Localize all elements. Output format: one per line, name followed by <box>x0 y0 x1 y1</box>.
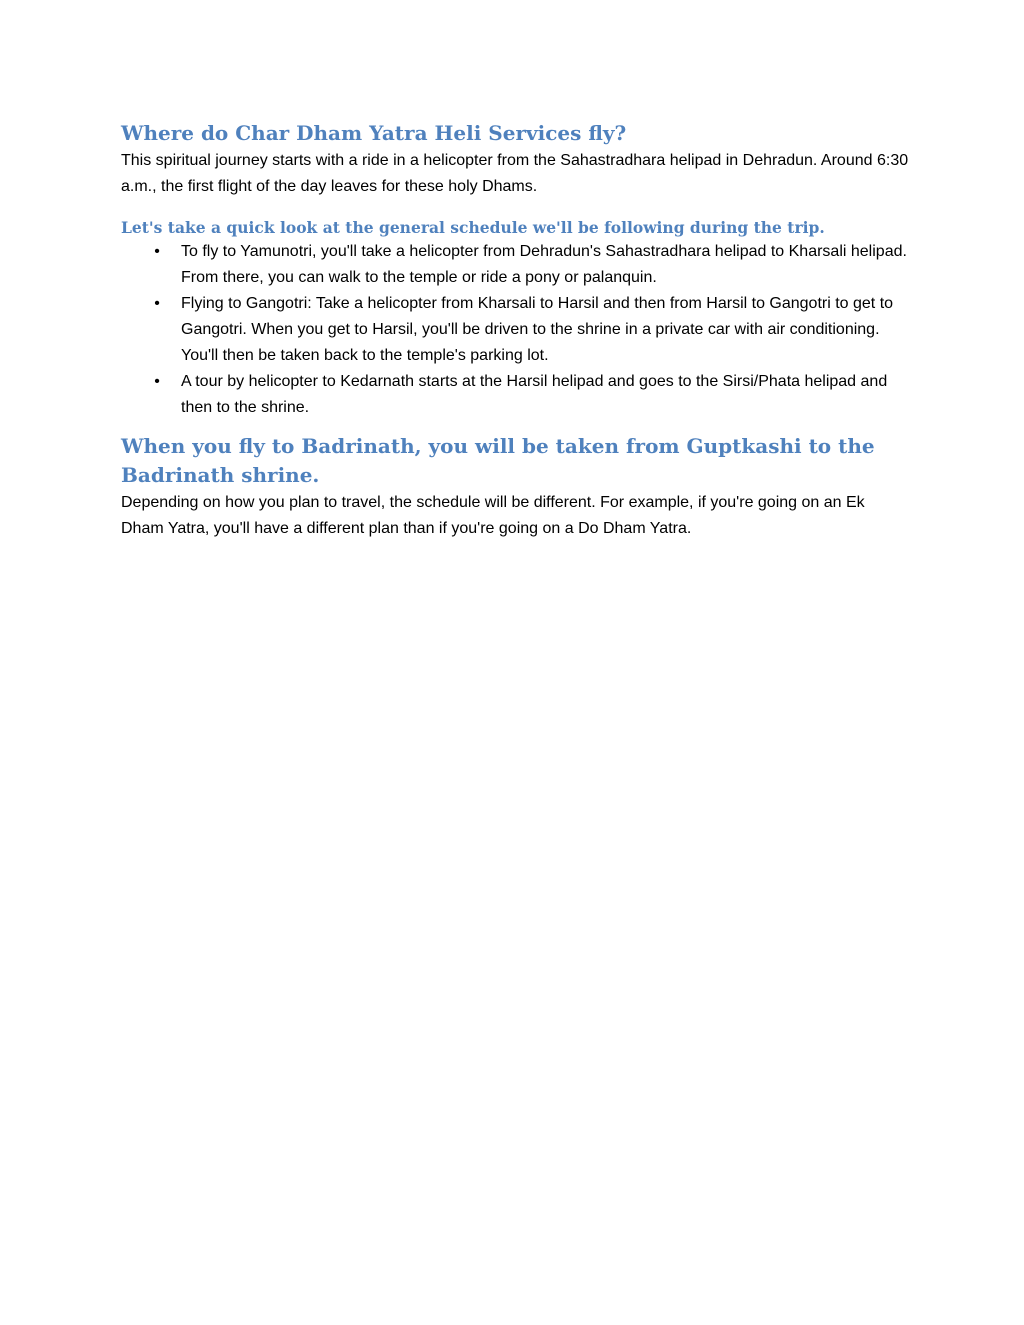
bullet-icon: • <box>154 373 160 390</box>
list-item <box>121 369 911 421</box>
list-item-text: A tour by helicopter to Kedarnath starts at the Harsil helipad and goes to the Sirsi/Phata helipad and then to the shrine. <box>181 373 888 416</box>
list-item-text: To fly to Yamunotri, you'll take a helicopter from Dehradun's Sahastradhara helipad to Kharsali helipad. From there, you can walk to the temple or ride a pony or palanquin. <box>181 243 907 286</box>
schedule-list <box>121 239 911 421</box>
spacer <box>121 421 911 432</box>
list-item-text: Flying to Gangotri: Take a helicopter from Kharsali to Harsil and then from Harsil to Gangotri to get to Gangotri. When you get to Harsil, you'll be driven to the shrine in a private car with air conditioning. You'll then be taken back to the temple's parking lot. <box>181 295 894 364</box>
bullet-icon: • <box>154 295 160 312</box>
list-item <box>121 239 911 291</box>
document-page <box>121 118 911 542</box>
section-heading-badrinath: When you fly to Badrinath, you will be taken from Guptkashi to the Badrinath shrine. <box>121 434 875 487</box>
bullet-icon: • <box>154 243 160 260</box>
list-item <box>121 291 911 369</box>
section-heading-heli-services: Where do Char Dham Yatra Heli Services fly? <box>121 121 627 145</box>
spacer <box>121 200 911 217</box>
intro-paragraph: This spiritual journey starts with a ride in a helicopter from the Sahastradhara helipad in Dehradun. Around 6:30 a.m., the first flight of the day leaves for these holy Dhams. <box>121 152 909 195</box>
closing-paragraph: Depending on how you plan to travel, the schedule will be different. For example, if you're going on an Ek Dham Yatra, you'll have a different plan than if you're going on a Do Dham Yatra. <box>121 494 865 537</box>
section-heading-schedule: Let's take a quick look at the general schedule we'll be following during the trip. <box>121 218 825 237</box>
